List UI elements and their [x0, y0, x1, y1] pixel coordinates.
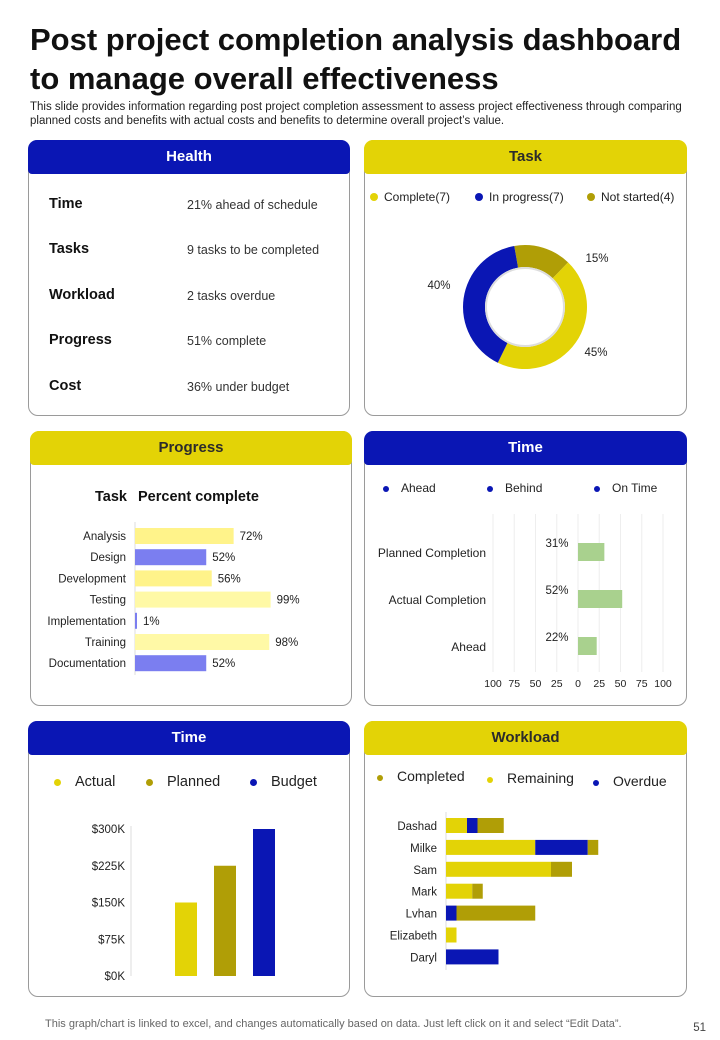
workload-category-label: Lvhan: [405, 908, 437, 921]
workload-bar-segment: [472, 884, 483, 899]
legend-label: In progress(7): [489, 190, 564, 204]
time-value-label: 31%: [545, 538, 569, 550]
legend-dot-icon: [383, 486, 389, 492]
health-value: 9 tasks to be completed: [187, 243, 320, 257]
cost-bar: [175, 903, 197, 977]
legend-remaining: [487, 770, 574, 786]
legend-label: Ahead: [401, 481, 436, 495]
cost-tick-label: $75K: [98, 934, 125, 947]
legend-label: Overdue: [613, 773, 667, 789]
legend-label: Planned: [167, 774, 221, 790]
page-number: 51: [693, 1022, 706, 1034]
workload-bar-segment: [457, 906, 536, 921]
progress-col-percent: Percent complete: [138, 489, 259, 505]
progress-bar: [135, 570, 212, 586]
workload-category-label: Daryl: [410, 952, 437, 965]
donut-hole: [486, 268, 564, 346]
legend-label: Actual: [75, 774, 116, 790]
workload-card: [364, 721, 687, 997]
legend-label: Not started(4): [601, 190, 675, 204]
progress-card-title: Progress: [30, 431, 352, 465]
progress-bar: [135, 528, 234, 544]
time-bar: [578, 637, 597, 655]
time-completion-title: Time: [364, 431, 687, 465]
health-label: Tasks: [49, 241, 90, 257]
health-row-time: [49, 196, 339, 216]
legend-dot-icon: [487, 777, 493, 783]
progress-bar: [135, 592, 271, 608]
progress-category-label: Testing: [89, 594, 126, 607]
legend-label: Remaining: [507, 770, 574, 786]
workload-chart: [365, 812, 686, 982]
time-tick-label: 25: [550, 678, 563, 690]
health-value: 21% ahead of schedule: [187, 198, 318, 212]
time-tick-label: 50: [614, 678, 627, 690]
legend-budget: [250, 774, 317, 790]
health-card: [28, 140, 350, 416]
legend-label: On Time: [612, 481, 658, 495]
workload-bar-segment: [467, 818, 478, 833]
legend-dot-icon: [54, 779, 61, 786]
time-tick-label: 75: [635, 678, 648, 690]
task-donut-chart: [365, 195, 686, 415]
legend-completed: [377, 768, 465, 784]
legend-dot-icon: [146, 779, 153, 786]
progress-value-label: 52%: [212, 552, 236, 565]
progress-value-label: 72%: [239, 531, 263, 543]
legend-dot-icon: [487, 486, 493, 492]
donut-label-in-progress: 40%: [427, 280, 451, 292]
progress-category-label: Training: [84, 637, 126, 649]
cost-bar: [214, 866, 236, 976]
workload-bar-segment: [446, 928, 457, 943]
progress-value-label: 98%: [275, 637, 299, 649]
progress-value-label: 52%: [212, 658, 236, 671]
workload-category-label: Dashad: [397, 821, 437, 833]
cost-tick-label: $150K: [91, 897, 125, 910]
health-label: Cost: [49, 378, 82, 394]
legend-dot-icon: [593, 780, 599, 786]
health-label: Workload: [49, 287, 115, 303]
time-completion-chart: [365, 504, 686, 704]
health-label: Progress: [49, 332, 112, 348]
workload-category-label: Elizabeth: [389, 930, 437, 943]
time-tick-label: 100: [484, 678, 502, 690]
workload-bar-segment: [446, 884, 472, 899]
time-cost-card: [28, 721, 350, 997]
workload-category-label: Milke: [410, 842, 437, 855]
legend-behind: [487, 481, 542, 495]
time-value-label: 22%: [545, 632, 569, 644]
cost-bar: [253, 829, 275, 976]
progress-value-label: 1%: [143, 615, 160, 628]
donut-label-complete: 45%: [584, 347, 608, 359]
progress-card: [30, 431, 352, 706]
health-row-tasks: [49, 241, 339, 261]
legend-label: Complete(7): [384, 190, 451, 204]
workload-bar-segment: [588, 840, 599, 855]
workload-bar-segment: [446, 840, 535, 855]
progress-category-label: Documentation: [48, 658, 126, 671]
time-category-label: Ahead: [451, 640, 486, 654]
health-row-progress: [49, 332, 339, 352]
progress-value-label: 56%: [217, 573, 241, 586]
time-value-label: 52%: [545, 585, 569, 597]
progress-bar: [135, 613, 137, 629]
legend-planned: [146, 774, 220, 790]
progress-category-label: Design: [90, 552, 126, 565]
legend-label: Completed: [397, 768, 465, 784]
progress-col-task: Task: [95, 489, 127, 505]
workload-bar-segment: [551, 862, 572, 877]
time-category-label: Planned Completion: [377, 546, 486, 560]
legend-label: Behind: [505, 481, 543, 495]
health-label: Time: [49, 196, 83, 212]
legend-dot-icon: [250, 779, 257, 786]
progress-category-label: Analysis: [83, 531, 126, 543]
time-tick-label: 25: [593, 678, 606, 690]
legend-dot-icon: [377, 775, 383, 781]
workload-bar-segment: [446, 818, 467, 833]
time-cost-chart: [29, 806, 349, 996]
legend-ahead: [383, 481, 436, 495]
legend-dot-icon: [594, 486, 600, 492]
page-title: Post project completion analysis dashboard to manage overall effectiveness: [30, 22, 682, 96]
health-card-title: Health: [28, 140, 350, 174]
legend-actual: [54, 774, 115, 790]
health-value: 2 tasks overdue: [187, 289, 276, 303]
progress-bar: [135, 634, 269, 650]
progress-bar: [135, 655, 206, 671]
progress-category-label: Development: [58, 573, 126, 586]
cost-tick-label: $225K: [91, 860, 125, 873]
time-tick-label: 75: [508, 678, 521, 690]
time-bar: [578, 590, 622, 608]
health-row-workload: [49, 287, 339, 307]
progress-bar-chart: [31, 522, 351, 697]
workload-category-label: Mark: [411, 886, 437, 899]
workload-bar-segment: [446, 949, 499, 964]
progress-bar: [135, 549, 206, 565]
workload-category-label: Sam: [413, 864, 437, 877]
cost-tick-label: $300K: [91, 824, 125, 836]
health-value: 36% under budget: [187, 380, 290, 394]
legend-label: Budget: [271, 774, 317, 790]
task-card: [364, 140, 687, 416]
legend-overdue: [593, 773, 667, 789]
time-category-label: Actual Completion: [388, 593, 486, 607]
health-value: 51% complete: [187, 334, 267, 348]
health-row-cost: [49, 378, 339, 398]
time-tick-label: 50: [529, 678, 542, 690]
task-card-title: Task: [364, 140, 687, 174]
time-cost-title: Time: [28, 721, 350, 755]
workload-title: Workload: [364, 721, 687, 755]
page-subtitle: This slide provides information regarding post project completion assessment to assess project effectiveness through comparing planned costs and benefits with actual costs and benefits to determine overall project’s value.: [30, 101, 682, 127]
cost-tick-label: $0K: [104, 971, 125, 983]
donut-label-not-started: 15%: [585, 253, 609, 265]
progress-category-label: Implementation: [47, 615, 126, 628]
workload-bar-segment: [446, 862, 551, 877]
time-completion-card: [364, 431, 687, 706]
progress-value-label: 99%: [276, 594, 300, 607]
time-tick-label: 100: [654, 678, 672, 690]
workload-bar-segment: [535, 840, 588, 855]
workload-bar-segment: [478, 818, 504, 833]
time-bar: [578, 543, 604, 561]
time-tick-label: 0: [575, 678, 581, 690]
workload-bar-segment: [446, 906, 457, 921]
footer-note: This graph/chart is linked to excel, and changes automatically based on data. Just left click on it and select “Edit Data”.: [45, 1018, 622, 1030]
legend-on-time: [594, 481, 657, 495]
